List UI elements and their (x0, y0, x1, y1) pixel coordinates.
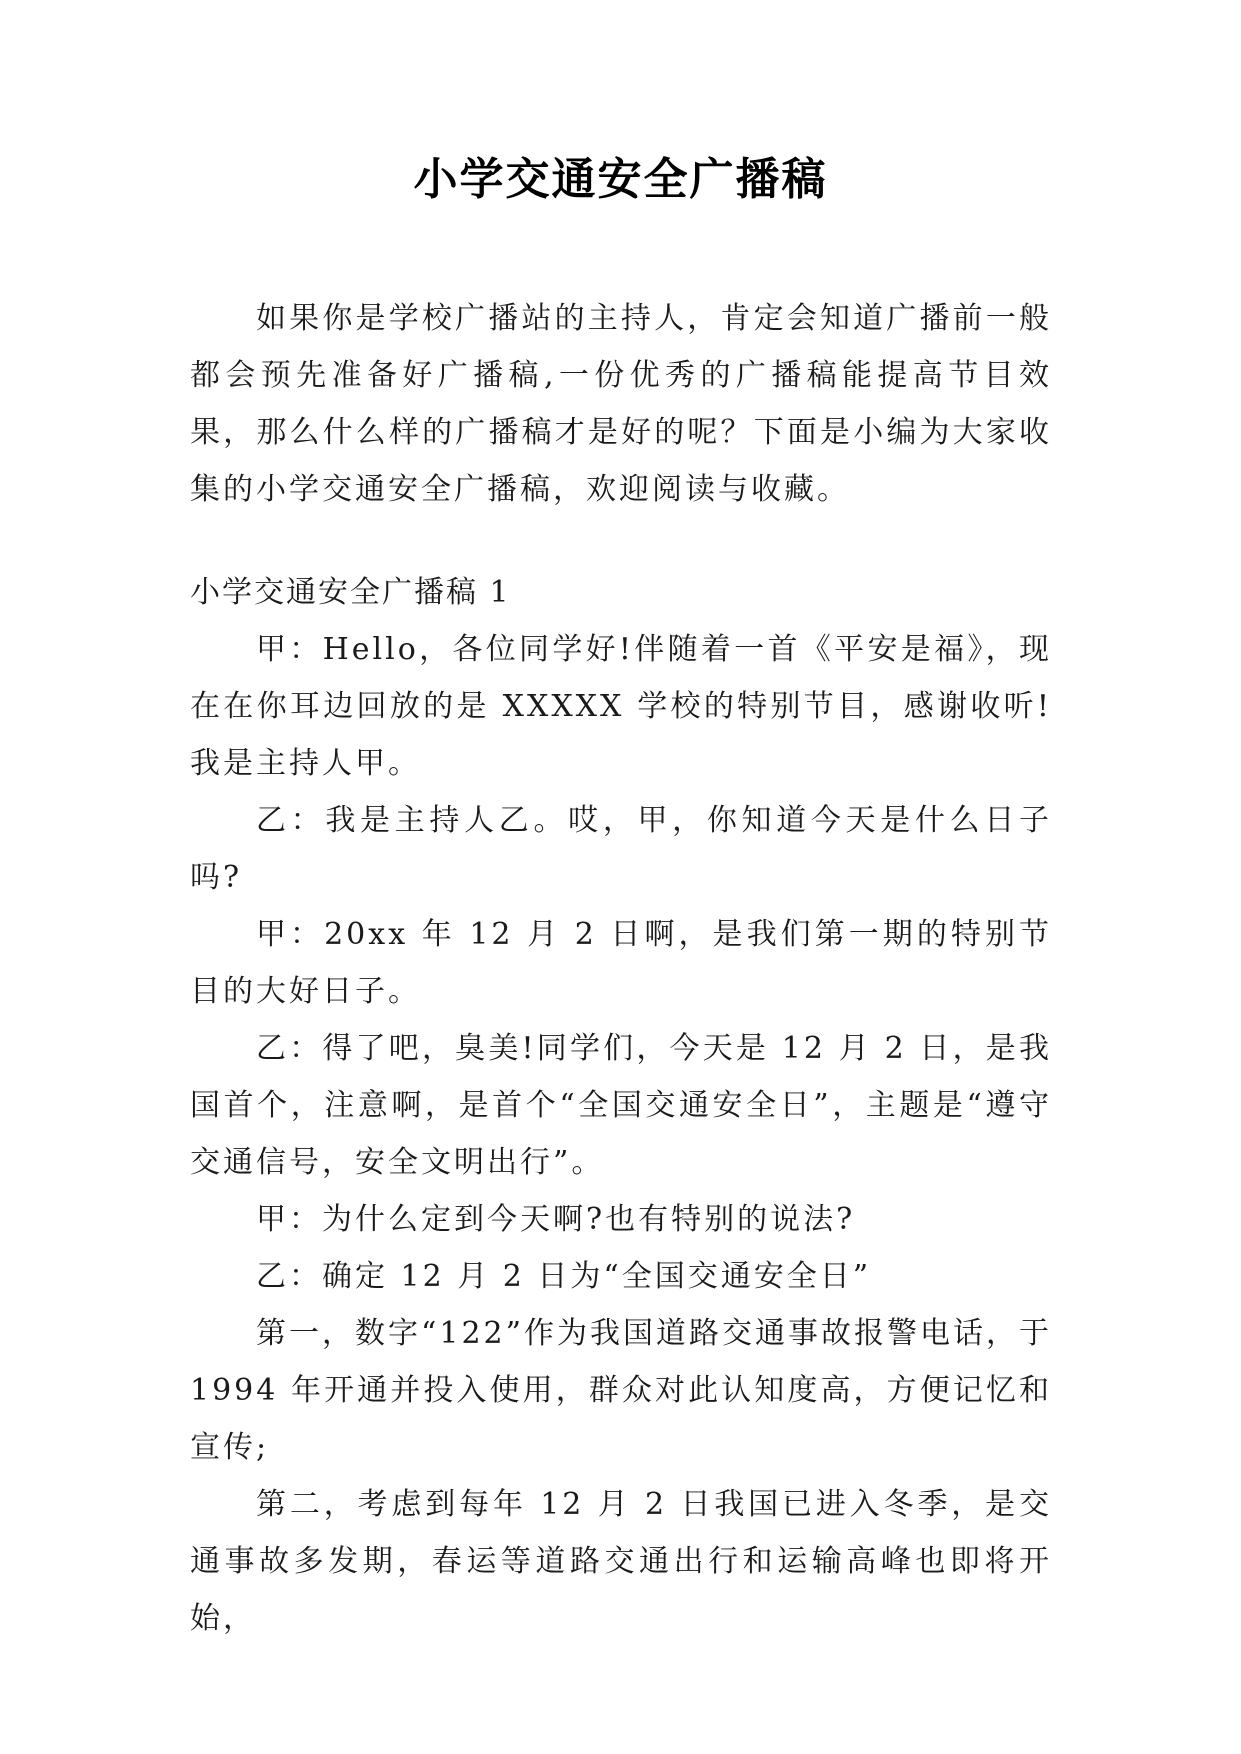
body-paragraph: 乙：得了吧，臭美!同学们，今天是 12 月 2 日，是我国首个，注意啊，是首个“全国交通安全日”，主题是“遵守交通信号，安全文明出行”。 (190, 1031, 1052, 1180)
body-paragraph: 甲：Hello，各位同学好!伴随着一首《平安是福》，现在在你耳边回放的是 XXXXX 学校的特别节目，感谢收听!我是主持人甲。 (190, 632, 1052, 781)
body-paragraph: 甲：为什么定到今天啊?也有特别的说法? (256, 1202, 856, 1237)
body-paragraph: 乙：确定 12 月 2 日为“全国交通安全日” (256, 1259, 872, 1294)
document-body (190, 290, 1052, 1647)
body-paragraph: 第一，数字“122”作为我国道路交通事故报警电话，于 1994 年开通并投入使用，群众对此认知度高，方便记忆和宣传; (190, 1316, 1052, 1465)
body-paragraph: 第二，考虑到每年 12 月 2 日我国已进入冬季，是交通事故多发期，春运等道路交通出行和运输高峰也即将开始， (190, 1487, 1052, 1636)
page-title: 小学交通安全广播稿 (413, 154, 828, 205)
body-paragraph: 甲：20xx 年 12 月 2 日啊，是我们第一期的特别节目的大好日子。 (190, 917, 1052, 1009)
body-paragraph: 乙：我是主持人乙。哎，甲，你知道今天是什么日子吗? (190, 803, 1052, 895)
intro-paragraph: 如果你是学校广播站的主持人，肯定会知道广播前一般都会预先准备好广播稿,一份优秀的广播稿能提高节目效果，那么什么样的广播稿才是好的呢？下面是小编为大家收集的小学交通安全广播稿，欢迎阅读与收藏。 (190, 301, 1052, 507)
section-heading: 小学交通安全广播稿 1 (190, 575, 511, 610)
